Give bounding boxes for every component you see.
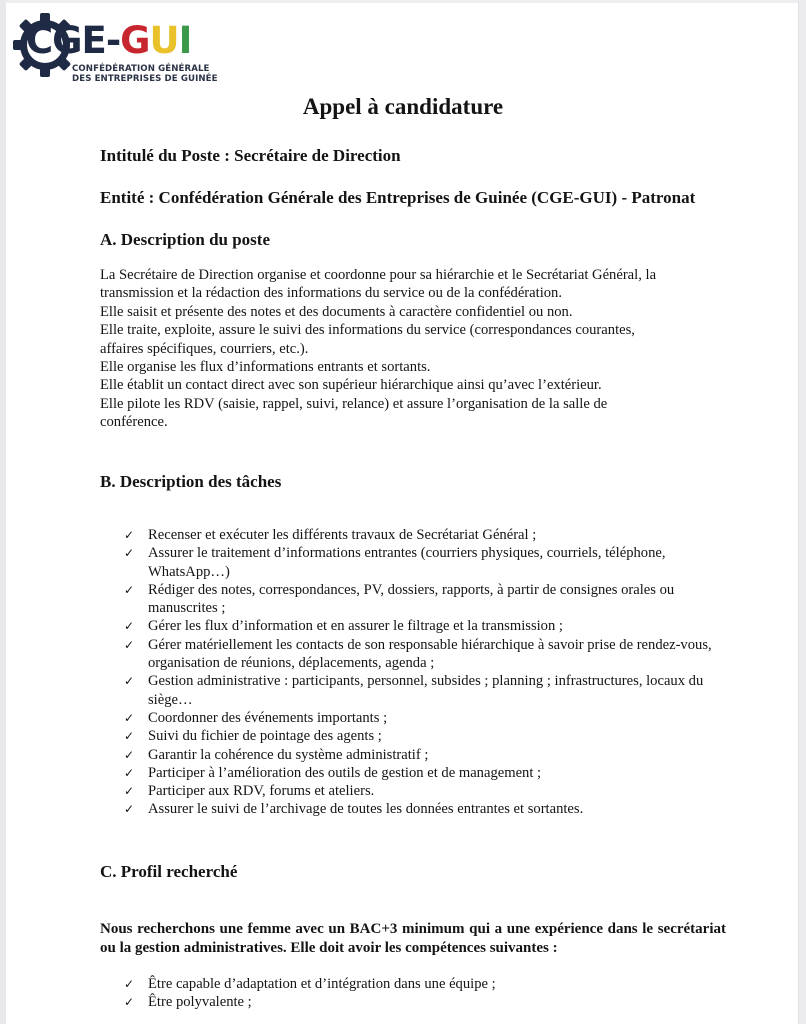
description-line: affaires spécifiques, courriers, etc.). <box>100 340 309 357</box>
section-c-heading: C. Profil recherché <box>100 862 238 881</box>
page-right-edge <box>798 0 806 1024</box>
list-item-text: Suivi du fichier de pointage des agents ; <box>148 728 382 745</box>
list-item-text: Être capable d’adaptation et d’intégration dans une équipe ; <box>148 976 496 992</box>
list-item-text: Recenser et exécuter les différents travaux de Secrétariat Général ; <box>148 527 537 543</box>
checkmark-icon: ✓ <box>124 674 135 689</box>
logo-dash: - <box>105 19 121 62</box>
checkmark-icon: ✓ <box>124 710 135 725</box>
list-item <box>124 709 714 727</box>
checkmark-icon: ✓ <box>124 977 135 991</box>
list-item-text: Participer à l’amélioration des outils de gestion et de management ; <box>148 764 542 781</box>
list-item <box>124 581 714 618</box>
section-a-description <box>100 266 730 432</box>
list-item <box>124 975 744 993</box>
list-item-text: Rédiger des notes, correspondances, PV, dossiers, rapports, à partir de consignes orales ou manuscrites ; <box>148 581 675 617</box>
cge-gui-logo <box>12 10 222 86</box>
page-top-edge <box>0 0 806 3</box>
list-item <box>124 764 714 782</box>
logo-cg: CG <box>26 19 82 62</box>
list-item-text: Assurer le suivi de l’archivage de toutes les données entrantes et sortantes. <box>148 801 584 818</box>
list-item-text: Gérer les flux d’information et en assurer le filtrage et la transmission ; <box>148 618 563 635</box>
list-item-text: Participer aux RDV, forums et ateliers. <box>148 783 375 800</box>
document-title: Appel à candidature <box>302 94 504 119</box>
list-item-text: Gestion administrative : participants, personnel, subsides ; planning ; infrastructures, locaux du siège… <box>148 673 704 708</box>
logo-subtitle-line1: CONFÉDÉRATION GÉNÉRALE <box>72 64 210 74</box>
logo-e: E <box>81 19 106 62</box>
list-item <box>124 636 714 673</box>
list-item <box>124 746 714 764</box>
checkmark-icon: ✓ <box>124 729 135 744</box>
checkmark-icon: ✓ <box>124 546 135 561</box>
logo-subtitle <box>72 64 218 84</box>
list-item-text: Coordonner des événements importants ; <box>148 709 388 726</box>
list-item <box>124 727 714 745</box>
checkmark-icon: ✓ <box>124 637 135 652</box>
checkmark-icon: ✓ <box>124 765 135 780</box>
description-line: transmission et la rédaction des informations du service ou de la confédération. <box>100 285 562 302</box>
tasks-checklist <box>124 526 714 819</box>
description-line: Elle organise les flux d’informations entrants et sortants. <box>100 359 431 376</box>
list-item-text: Être polyvalente ; <box>148 994 252 1011</box>
checkmark-icon: ✓ <box>124 802 135 817</box>
list-item <box>124 617 714 635</box>
section-b-heading: B. Description des tâches <box>100 472 282 491</box>
description-line: Elle saisit et présente des notes et des documents à caractère confidentiel ou non. <box>100 303 573 320</box>
description-line: Elle pilote les RDV (saisie, rappel, suivi, relance) et assure l’organisation de la salle de <box>100 395 608 412</box>
section-a-heading: A. Description du poste <box>100 230 271 249</box>
list-item-text: Gérer matériellement les contacts de son responsable hiérarchique à savoir prise de rendez-vous, organisation de réunions, déplacements, agenda ; <box>148 636 712 672</box>
logo-u: U <box>149 19 179 62</box>
checkmark-icon: ✓ <box>124 747 135 762</box>
checkmark-icon: ✓ <box>124 528 135 542</box>
description-line: Elle traite, exploite, assure le suivi des informations du service (correspondances courantes, <box>100 322 635 339</box>
list-item <box>124 800 714 818</box>
profile-intro: Nous recherchons une femme avec un BAC+3 minimum qui a une expérience dans le secrétariat ou la gestion administratives. Elle doit avoir les compétences suivantes : <box>100 921 726 956</box>
description-line: La Secrétaire de Direction organise et coordonne pour sa hiérarchie et le Secrétariat Général, la <box>100 267 657 283</box>
list-item <box>124 782 714 800</box>
description-line: Elle établit un contact direct avec son supérieur hiérarchique ainsi qu’avec l’extérieur. <box>100 377 602 394</box>
logo-wordmark <box>26 19 192 62</box>
skills-checklist <box>124 975 744 1012</box>
logo-subtitle-line2: DES ENTREPRISES DE GUINÉE <box>72 74 218 84</box>
checkmark-icon: ✓ <box>124 995 135 1010</box>
list-item-text: Garantir la cohérence du système administratif ; <box>148 746 429 763</box>
job-title-line: Intitulé du Poste : Secrétaire de Direction <box>100 146 401 165</box>
list-item <box>124 993 744 1011</box>
logo-g: G <box>120 19 150 62</box>
logo-i: I <box>178 19 192 62</box>
page-left-edge <box>0 0 6 1024</box>
checkmark-icon: ✓ <box>124 784 135 799</box>
checkmark-icon: ✓ <box>124 582 135 597</box>
description-line: conférence. <box>100 414 168 431</box>
list-item <box>124 526 714 544</box>
list-item-text: Assurer le traitement d’informations entrantes (courriers physiques, courriels, téléphone, WhatsApp…) <box>148 545 666 580</box>
entity-line: Entité : Confédération Générale des Entreprises de Guinée (CGE-GUI) - Patronat <box>100 188 696 207</box>
checkmark-icon: ✓ <box>124 619 135 634</box>
list-item <box>124 672 714 709</box>
list-item <box>124 544 714 581</box>
